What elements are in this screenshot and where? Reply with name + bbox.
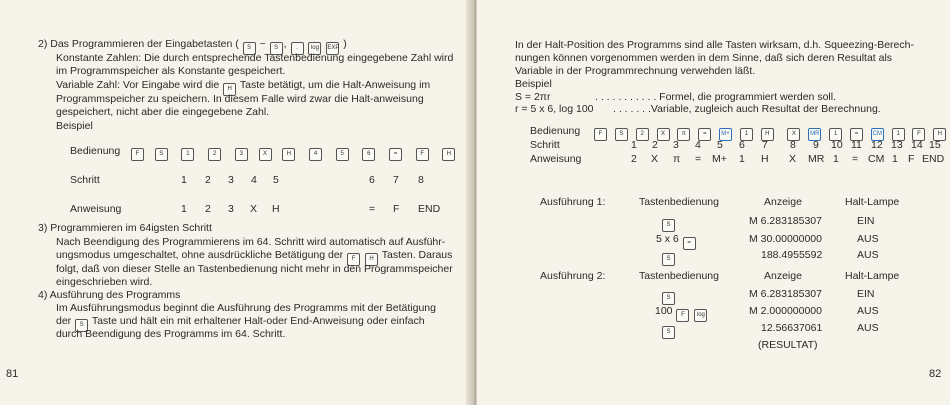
run-2-display: M 2.000000000: [749, 305, 822, 317]
schritt-cell: 13: [891, 139, 903, 151]
key-5-icon: 5: [336, 148, 349, 161]
key-1b-icon: 1: [829, 128, 842, 141]
anweisung-cell: F: [908, 153, 915, 165]
section-3-heading: 3) Programmieren im 64igsten Schritt: [38, 222, 212, 234]
key-eq-icon: =: [698, 128, 711, 141]
key-icon-exp: EXP: [326, 42, 339, 55]
bedienung-label: Bedienung: [70, 145, 121, 157]
anweisung-cell: 2: [631, 153, 637, 165]
anweisung-cell: END: [418, 203, 441, 215]
anweisung-row: [0, 203, 473, 216]
schritt-cell: 7: [393, 174, 399, 186]
schritt-cell: 2: [205, 174, 211, 186]
key-6-icon: 6: [362, 148, 375, 161]
key-pi-icon: π: [677, 128, 690, 141]
run-1-lamp: AUS: [857, 249, 879, 261]
schritt-cell: 2: [652, 139, 658, 151]
schritt-cell: 5: [717, 139, 723, 151]
schritt-cell: 3: [228, 174, 234, 186]
anweisung-cell: X: [651, 153, 659, 165]
key-icon-s: S: [243, 42, 256, 55]
key-s-icon: S: [662, 326, 675, 339]
key-h-icon: H: [365, 253, 378, 266]
schritt-cell: 14: [911, 139, 923, 151]
formula-1-desc: . . . . . . . . . . . Formel, die programmiert werden soll.: [595, 91, 836, 103]
schritt-cell: 1: [631, 139, 637, 151]
anweisung-cell: 1: [739, 153, 745, 165]
section-2-heading: 2) Das Programmieren der Eingabetasten ( S ~ S , . log EXP ): [38, 38, 347, 55]
section-2-line: Variable Zahl: Vor Eingabe wird die H Taste betätigt, um die Halt-Anweisung im: [56, 79, 430, 96]
schritt-cell: 8: [418, 174, 424, 186]
anweisung-cell: CM: [868, 153, 885, 165]
schritt-cell: 6: [739, 139, 745, 151]
schritt-cell: 6: [369, 174, 375, 186]
schritt-label: Schritt: [530, 139, 560, 151]
section-3-line: folgt, daß von dieser Stelle an Tastenbedienung nicht mehr in den Programmspeicher: [56, 263, 453, 275]
anweisung-cell: 1: [833, 153, 839, 165]
key-h2-icon: H: [933, 128, 946, 141]
schritt-cell: 3: [673, 139, 679, 151]
run-2-display: M 6.283185307: [749, 288, 822, 300]
key-2-icon: 2: [208, 148, 221, 161]
intro-line: nungen können vorgenommen werden in dem Sinne, daß sich deren Resultat als: [515, 52, 893, 64]
schritt-cell: 11: [851, 139, 862, 151]
run-2-lamp: AUS: [857, 305, 879, 317]
intro-line: Variable in der Programmrechnung verwehden läßt.: [515, 65, 756, 77]
section-4-line: Im Ausführungsmodus beginnt die Ausführung des Programms mit der Betätigung: [56, 302, 436, 314]
anweisung-cell: X: [789, 153, 797, 165]
anweisung-label: Anweisung: [70, 203, 122, 215]
anweisung-cell: =: [369, 203, 376, 215]
section-3-line: eingeschrieben wird.: [56, 276, 153, 288]
key-s-icon: S: [662, 253, 675, 266]
key-s-icon: S: [155, 148, 168, 161]
key-icon-dot: .: [291, 42, 304, 55]
schritt-cell: 4: [251, 174, 257, 186]
beispiel-label: Beispiel: [56, 120, 93, 132]
run-1-display: 188.4955592: [761, 249, 823, 261]
col-anzeige: Anzeige: [764, 270, 802, 282]
key-x-icon: X: [259, 148, 272, 161]
key-s-icon: S: [662, 219, 675, 232]
key-1c-icon: 1: [892, 128, 905, 141]
key-f-icon: F: [676, 309, 689, 322]
key-icon-log: log: [308, 42, 321, 55]
run-2-lamp: AUS: [857, 322, 879, 334]
key-eq2-icon: =: [850, 128, 863, 141]
run-1-display: M 30.00000000: [749, 233, 822, 245]
key-eq-icon: =: [389, 148, 402, 161]
section-2-line: im Programmspeicher als Konstante gespeichert.: [56, 65, 286, 77]
key-log-icon: log: [694, 309, 707, 322]
run-1-key: 5 x 6 =: [656, 233, 697, 250]
col-tastenbedienung: Tastenbedienung: [639, 270, 719, 282]
page-number-left: 81: [6, 368, 19, 380]
section-3-line: ungsmodus umgeschaltet, ohne ausdrückliche Betätigung der F H Tasten. Daraus: [56, 249, 452, 266]
resultat-label: (RESULTAT): [758, 339, 818, 351]
col-halt-lampe: Halt-Lampe: [845, 270, 900, 282]
anweisung-cell: 1: [892, 153, 898, 165]
schritt-row: [477, 139, 950, 152]
anweisung-cell: =: [695, 153, 702, 165]
section-3-line: Nach Beendigung des Programmierens im 64. Schritt wird automatisch auf Ausführ-: [56, 236, 446, 248]
key-1-icon: 1: [740, 128, 753, 141]
key-h-icon: H: [761, 128, 774, 141]
bedienung-keys: [130, 144, 456, 161]
section-2-line: Konstante Zahlen: Die durch entsprechende Tastenbedienung eingegebene Zahl wird: [56, 52, 454, 64]
key-f-icon: F: [347, 253, 360, 266]
anweisung-cell: H: [272, 203, 280, 215]
run-2-key: [661, 288, 676, 305]
formula-1: S = 2πr: [515, 91, 551, 103]
schritt-cell: 7: [762, 139, 768, 151]
col-halt-lampe: Halt-Lampe: [845, 196, 900, 208]
section-2-line: gespeichert, nicht aber die eingegebene Zahl.: [56, 106, 270, 118]
schritt-cell: 8: [790, 139, 796, 151]
section-2-line: Programmspeicher zu speichern. In diesem Falle wird zwar die Halt-anweisung: [56, 93, 424, 105]
section-4-heading: 4) Ausführung des Programms: [38, 289, 181, 301]
anweisung-row: [477, 153, 950, 166]
anweisung-cell: H: [761, 153, 769, 165]
schritt-cell: 12: [871, 139, 883, 151]
anweisung-cell: M+: [712, 153, 727, 165]
run-1-lamp: EIN: [857, 215, 875, 227]
run-1-display: M 6.283185307: [749, 215, 822, 227]
key-icon-h: H: [223, 83, 236, 96]
run-1-lamp: AUS: [857, 233, 879, 245]
schritt-cell: 9: [813, 139, 819, 151]
section-4-line: durch Beendigung des Programms im 64. Schritt.: [56, 328, 286, 340]
schritt-cell: 15: [929, 139, 941, 151]
key-icon-s2: S: [270, 42, 283, 55]
anweisung-cell: X: [250, 203, 258, 215]
anweisung-cell: 1: [181, 203, 187, 215]
anweisung-cell: END: [922, 153, 945, 165]
key-eq-icon: =: [683, 237, 696, 250]
anweisung-cell: F: [393, 203, 400, 215]
key-mr-icon: MR: [808, 128, 821, 141]
run-2-lamp: EIN: [857, 288, 875, 300]
schritt-row: [0, 174, 473, 187]
key-h2-icon: H: [442, 148, 455, 161]
schritt-cell: 1: [181, 174, 187, 186]
key-f-icon: F: [594, 128, 607, 141]
run-2-key: 100 F log: [655, 305, 708, 322]
run-1-key: [661, 249, 676, 266]
beispiel-label: Beispiel: [515, 78, 552, 90]
right-page: [477, 0, 950, 405]
run-1-key: [661, 215, 676, 232]
key-mplus-icon: M+: [719, 128, 732, 141]
key-x-icon: X: [657, 128, 670, 141]
formula-2-desc: . . . . . . .Variable, zugleich auch Resultat der Berechnung.: [613, 103, 881, 115]
anweisung-cell: =: [852, 153, 859, 165]
run-2-key: [661, 322, 676, 339]
intro-line: In der Halt-Position des Programms sind alle Tasten wirksam, d.h. Squeezing-Berech-: [515, 39, 914, 51]
key-s-icon: S: [615, 128, 628, 141]
col-tastenbedienung: Tastenbedienung: [639, 196, 719, 208]
run-2-display: 12.56637061: [761, 322, 823, 334]
key-s-icon: S: [75, 319, 88, 332]
key-cm-icon: CM: [871, 128, 884, 141]
schritt-cell: 5: [273, 174, 279, 186]
anweisung-cell: π: [673, 153, 681, 165]
schritt-label: Schritt: [70, 174, 100, 186]
run-1-label: Ausführung 1:: [540, 196, 606, 208]
anweisung-cell: 3: [228, 203, 234, 215]
col-anzeige: Anzeige: [764, 196, 802, 208]
run-2-label: Ausführung 2:: [540, 270, 606, 282]
bedienung-label: Bedienung: [530, 125, 581, 137]
schritt-cell: 10: [831, 139, 843, 151]
section-4-line: der S Taste und hält ein mit erhaltener Halt-oder End-Anweisung oder einfach: [56, 315, 425, 332]
key-1-icon: 1: [181, 148, 194, 161]
key-3-icon: 3: [235, 148, 248, 161]
anweisung-label: Anweisung: [530, 153, 582, 165]
schritt-cell: 4: [695, 139, 701, 151]
key-s-icon: S: [662, 292, 675, 305]
key-2-icon: 2: [636, 128, 649, 141]
key-h-icon: H: [282, 148, 295, 161]
key-x2-icon: X: [787, 128, 800, 141]
anweisung-cell: MR: [808, 153, 825, 165]
key-4-icon: 4: [309, 148, 322, 161]
anweisung-cell: 2: [205, 203, 211, 215]
formula-2: r = 5 x 6, log 100: [515, 103, 594, 115]
left-page: [0, 0, 473, 405]
key-f2-icon: F: [416, 148, 429, 161]
key-f-icon: F: [131, 148, 144, 161]
page-number-right: 82: [929, 368, 942, 380]
key-f2-icon: F: [912, 128, 925, 141]
